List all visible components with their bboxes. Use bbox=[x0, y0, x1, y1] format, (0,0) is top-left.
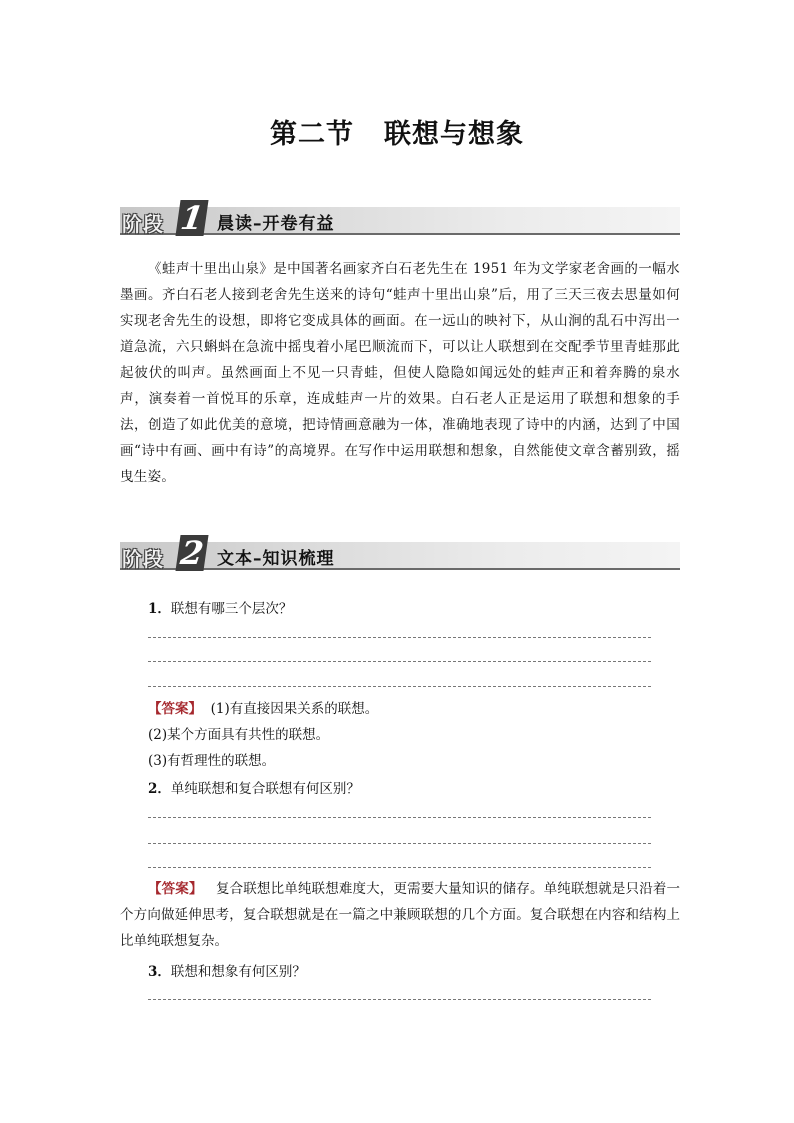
answer-line[interactable] bbox=[148, 999, 651, 1000]
answer-line[interactable] bbox=[148, 817, 651, 818]
question-text: 联想有哪三个层次？ bbox=[170, 601, 293, 617]
answer-line[interactable] bbox=[148, 867, 651, 868]
title-topic: 联想与想象 bbox=[384, 119, 524, 150]
stage-title: 晨读–开卷有益 bbox=[217, 214, 335, 234]
title-section: 第二节 bbox=[270, 119, 354, 150]
question-text: 联想和想象有何区别？ bbox=[170, 964, 306, 980]
answer-2 bbox=[120, 876, 680, 954]
stage-2-banner bbox=[120, 534, 680, 572]
stage-number: 2 bbox=[175, 535, 208, 571]
question-3 bbox=[148, 960, 306, 980]
answer-1-line-3: (3)有哲理性的联想。 bbox=[148, 753, 276, 769]
question-text: 单纯联想和复合联想有何区别？ bbox=[170, 781, 360, 797]
answer-line[interactable] bbox=[148, 661, 651, 662]
page-title bbox=[0, 112, 794, 151]
stage-number: 1 bbox=[175, 200, 208, 236]
stage-title: 文本–知识梳理 bbox=[217, 549, 335, 569]
question-number: 2． bbox=[148, 781, 171, 797]
stage-label: 阶段 bbox=[122, 212, 164, 236]
answer-line[interactable] bbox=[148, 843, 651, 844]
answer-tag: 【答案】 bbox=[148, 881, 203, 897]
stage-1-banner bbox=[120, 199, 680, 237]
answer-line[interactable] bbox=[148, 686, 651, 687]
stage-label: 阶段 bbox=[122, 547, 164, 571]
intro-paragraph: 《蛙声十里出山泉》是中国著名画家齐白石老先生在 1951 年为文学家老舍画的一幅水墨画。齐白石老人接到老舍先生送来的诗句“蛙声十里出山泉”后，用了三天三夜去思量如何实现老舍先生的设想，即将它变成具体的画面。在一远山的映衬下，从山涧的乱石中泻出一道急流，六只蝌蚪在急流中摇曳着小尾巴顺流而下，可以让人联想到在交配季节里青蛙那此起彼伏的叫声。虽然画面上不见一只青蛙，但使人隐隐如闻远处的蛙声正和着奔腾的泉水声，演奏着一首悦耳的乐章，连成蛙声一片的效果。白石老人正是运用了联想和想象的手法，创造了如此优美的意境，把诗情画意融为一体，准确地表现了诗中的内涵，达到了中国画“诗中有画、画中有诗”的高境界。在写作中运用联想和想象，自然能使文章含蓄别致，摇曳生姿。 bbox=[120, 261, 680, 485]
answer-text: 复合联想比单纯联想难度大，更需要大量知识的储存。单纯联想就是只沿着一个方向做延伸思考，复合联想就是在一篇之中兼顾联想的几个方面。复合联想在内容和结构上比单纯联想复杂。 bbox=[120, 881, 681, 949]
question-number: 1． bbox=[148, 601, 171, 617]
question-1 bbox=[148, 597, 292, 617]
answer-line[interactable] bbox=[148, 637, 651, 638]
answer-1-line-1: 【答案】 (1)有直接因果关系的联想。 bbox=[148, 701, 379, 717]
question-number: 3． bbox=[148, 964, 171, 980]
question-2 bbox=[148, 777, 360, 797]
answer-1-line-2: (2)某个方面具有共性的联想。 bbox=[148, 727, 330, 743]
answer-tag: 【答案】 bbox=[148, 701, 202, 717]
